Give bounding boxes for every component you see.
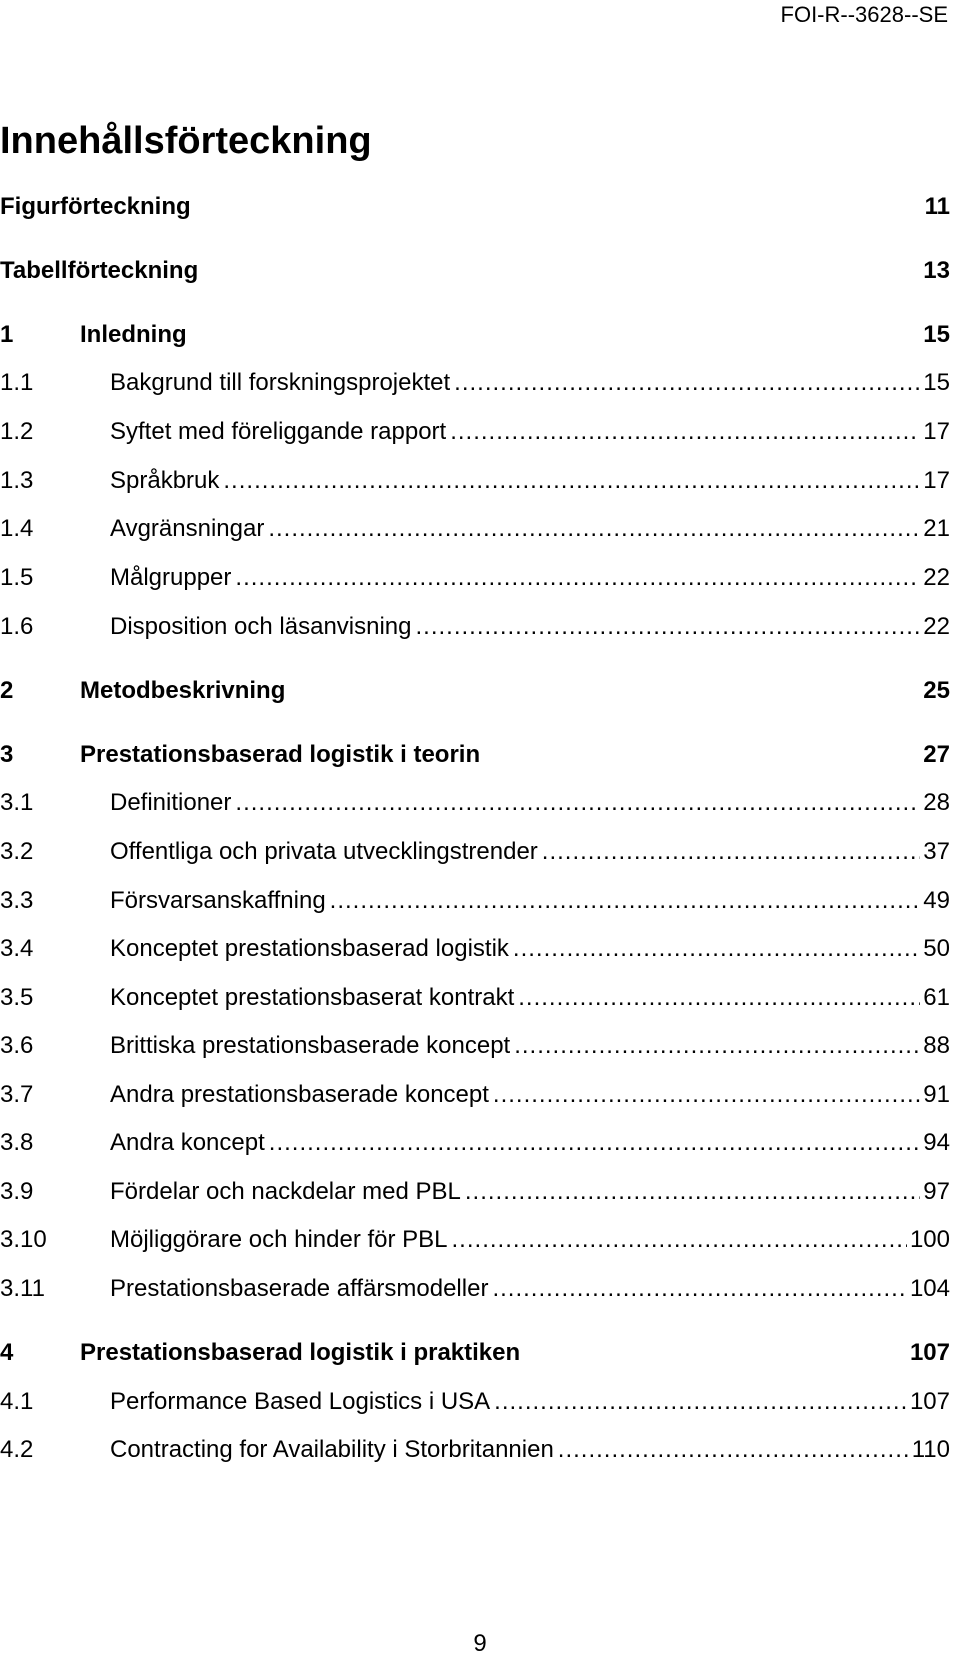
toc-entry-page: 17 (923, 418, 950, 445)
toc-entry-number: 2 (0, 677, 14, 704)
toc-entry-title: Prestationsbaserad logistik i praktiken (80, 1339, 521, 1366)
toc-section-entry[interactable] (0, 368, 950, 398)
dot-leader (235, 563, 920, 593)
toc-entry-number: 3.1 (0, 789, 34, 816)
toc-entry-title: Figurförteckning (0, 193, 191, 220)
toc-entry-title: Fördelar och nackdelar med PBL (110, 1178, 461, 1205)
toc-section-entry[interactable] (0, 1031, 950, 1061)
toc-chapter-entry[interactable] (0, 676, 950, 706)
toc-entry-number: 3.3 (0, 887, 34, 914)
toc-entry-number: 3.11 (0, 1275, 45, 1302)
dot-leader (452, 1225, 907, 1255)
toc-entry-page: 50 (923, 935, 950, 962)
toc-entry-page: 15 (923, 369, 950, 396)
toc-entry-page: 88 (923, 1032, 950, 1059)
toc-chapter-entry[interactable] (0, 192, 950, 222)
toc-section-entry[interactable] (0, 466, 950, 496)
toc-entry-page: 13 (923, 257, 950, 284)
dot-leader (454, 368, 920, 398)
toc-section-entry[interactable] (0, 1177, 950, 1207)
toc-entry-page: 27 (923, 741, 950, 768)
toc-entry-title: Avgränsningar (110, 515, 265, 542)
toc-entry-number: 3 (0, 741, 14, 768)
dot-leader (268, 514, 920, 544)
page-number: 9 (473, 1630, 487, 1657)
toc-entry-title: Syftet med föreliggande rapport (110, 418, 447, 445)
toc-section-entry[interactable] (0, 886, 950, 916)
toc-entry-page: 110 (911, 1436, 950, 1463)
toc-entry-title: Språkbruk (110, 467, 220, 494)
dot-leader (330, 886, 921, 916)
toc-section-entry[interactable] (0, 612, 950, 642)
toc-entry-number: 1.3 (0, 467, 34, 494)
toc-section-entry[interactable] (0, 1080, 950, 1110)
toc-entry-title: Offentliga och privata utvecklingstrender (110, 838, 538, 865)
report-id: FOI-R--3628--SE (780, 2, 948, 27)
toc-section-entry[interactable] (0, 417, 950, 447)
toc-entry-title: Bakgrund till forskningsprojektet (110, 369, 451, 396)
toc-entry-page: 15 (923, 321, 950, 348)
dot-leader (542, 837, 921, 867)
toc-entry-page: 91 (923, 1081, 950, 1108)
toc-chapter-entry[interactable] (0, 740, 950, 770)
toc-entry-number: 3.5 (0, 984, 34, 1011)
toc-entry-title: Metodbeskrivning (80, 677, 286, 704)
toc-entry-page: 104 (909, 1275, 950, 1302)
toc-section-entry[interactable] (0, 837, 950, 867)
toc-entry-number: 3.4 (0, 935, 34, 962)
toc-entry-number: 1.4 (0, 515, 34, 542)
toc-entry-title: Prestationsbaserad logistik i teorin (80, 741, 481, 768)
dot-leader (223, 466, 920, 496)
toc-entry-title: Andra koncept (110, 1129, 265, 1156)
dot-leader (416, 612, 921, 642)
toc-chapter-entry[interactable] (0, 320, 950, 350)
toc-entry-number: 3.9 (0, 1178, 34, 1205)
dot-leader (518, 983, 920, 1013)
toc-entry-number: 3.6 (0, 1032, 34, 1059)
toc-entry-page: 107 (909, 1339, 950, 1366)
toc-section-entry[interactable] (0, 514, 950, 544)
dot-leader (492, 1274, 907, 1304)
toc-section-entry[interactable] (0, 1225, 950, 1255)
toc-entry-title: Disposition och läsanvisning (110, 613, 412, 640)
toc-entry-title: Definitioner (110, 789, 232, 816)
toc-entry-page: 94 (923, 1129, 950, 1156)
toc-entry-title: Brittiska prestationsbaserade koncept (110, 1032, 511, 1059)
toc-entry-number: 1.1 (0, 369, 34, 396)
toc-entry-title: Konceptet prestationsbaserat kontrakt (110, 984, 515, 1011)
dot-leader (450, 417, 920, 447)
toc-entry-title: Konceptet prestationsbaserad logistik (110, 935, 509, 962)
toc-entry-page: 97 (923, 1178, 950, 1205)
toc-section-entry[interactable] (0, 1274, 950, 1304)
toc-entry-page: 22 (923, 613, 950, 640)
toc-entry-title: Tabellförteckning (0, 257, 199, 284)
toc-section-entry[interactable] (0, 788, 950, 818)
toc-title: Innehållsförteckning (0, 120, 372, 162)
toc-entry-number: 3.10 (0, 1226, 47, 1253)
toc-entry-page: 21 (923, 515, 950, 542)
toc-section-entry[interactable] (0, 934, 950, 964)
toc-entry-title: Inledning (80, 321, 187, 348)
toc-section-entry[interactable] (0, 563, 950, 593)
toc-entry-number: 3.7 (0, 1081, 34, 1108)
toc-entry-title: Performance Based Logistics i USA (110, 1388, 491, 1415)
toc-entry-title: Contracting for Availability i Storbritannien (110, 1436, 554, 1463)
toc-entry-page: 11 (924, 193, 950, 220)
toc-entry-page: 61 (923, 984, 950, 1011)
toc-section-entry[interactable] (0, 1128, 950, 1158)
toc-entry-title: Försvarsanskaffning (110, 887, 326, 914)
toc-entry-title: Andra prestationsbaserade koncept (110, 1081, 489, 1108)
toc-entry-title: Möjliggörare och hinder för PBL (110, 1226, 448, 1253)
dot-leader (514, 1031, 920, 1061)
dot-leader (513, 934, 920, 964)
toc-entry-page: 37 (923, 838, 950, 865)
dot-leader (558, 1435, 909, 1465)
toc-section-entry[interactable] (0, 1387, 950, 1417)
toc-entry-page: 17 (923, 467, 950, 494)
toc-entry-number: 4 (0, 1339, 14, 1366)
toc-entry-title: Målgrupper (110, 564, 232, 591)
toc-entry-number: 1 (0, 321, 14, 348)
toc-entry-number: 3.8 (0, 1129, 34, 1156)
dot-leader (465, 1177, 920, 1207)
toc-entry-number: 1.5 (0, 564, 34, 591)
toc-entry-number: 3.2 (0, 838, 34, 865)
toc-entry-number: 1.6 (0, 613, 34, 640)
toc-entry-page: 107 (909, 1388, 950, 1415)
toc-entry-page: 100 (909, 1226, 950, 1253)
dot-leader (494, 1387, 907, 1417)
toc-entry-page: 28 (923, 789, 950, 816)
dot-leader (235, 788, 920, 818)
toc-entry-number: 1.2 (0, 418, 34, 445)
toc-chapter-entry[interactable] (0, 256, 950, 286)
toc-entry-title: Prestationsbaserade affärsmodeller (110, 1275, 489, 1302)
toc-entry-number: 4.1 (0, 1388, 34, 1415)
toc-entry-page: 49 (923, 887, 950, 914)
toc-entry-number: 4.2 (0, 1436, 34, 1463)
dot-leader (493, 1080, 920, 1110)
dot-leader (269, 1128, 921, 1158)
toc-entry-page: 25 (923, 677, 950, 704)
toc-chapter-entry[interactable] (0, 1338, 950, 1368)
toc-section-entry[interactable] (0, 983, 950, 1013)
toc-entry-page: 22 (923, 564, 950, 591)
toc-section-entry[interactable] (0, 1435, 950, 1465)
